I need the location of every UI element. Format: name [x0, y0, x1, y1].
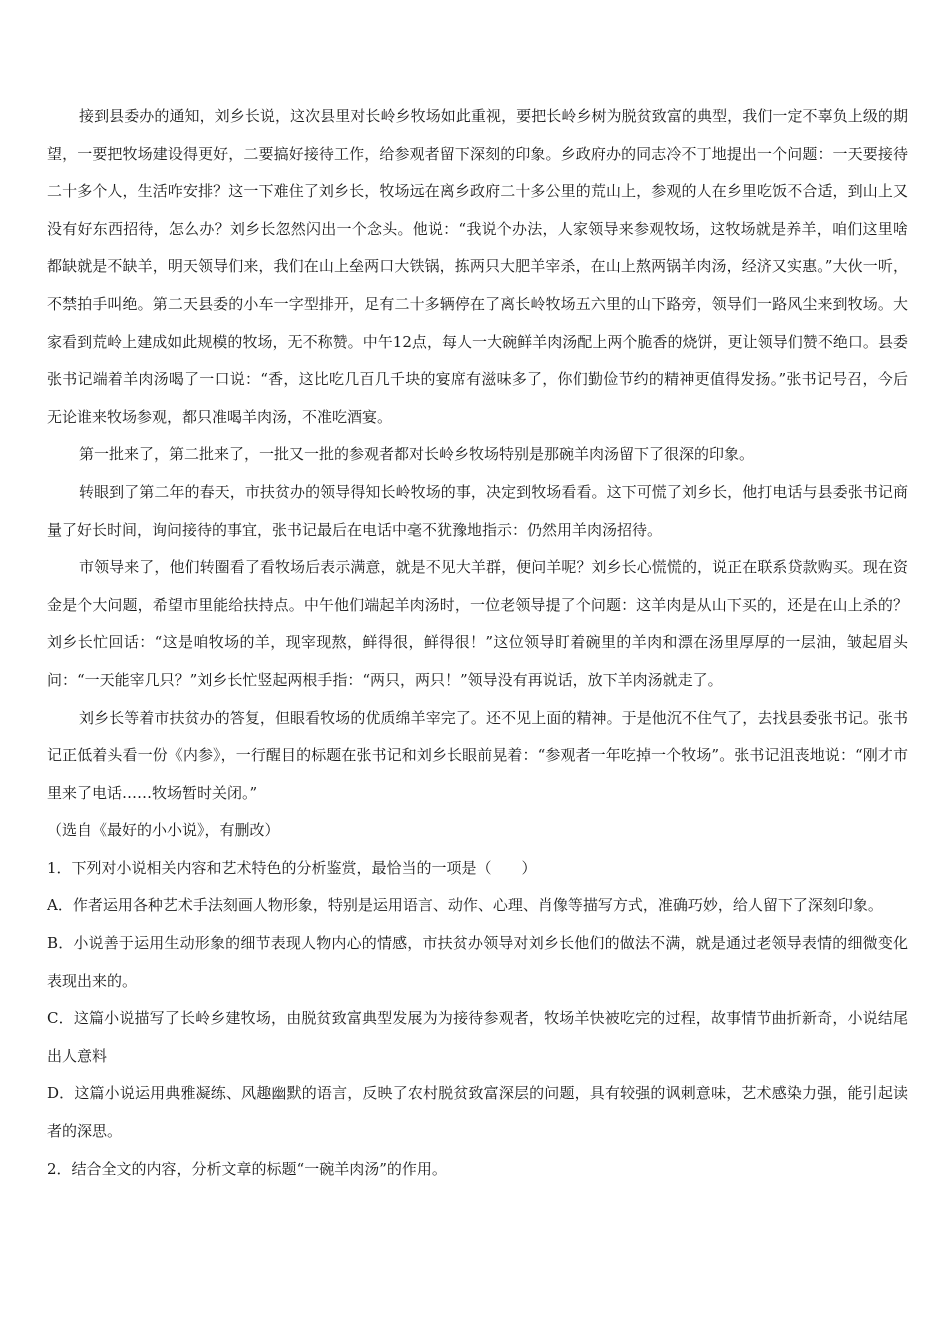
- passage-paragraph-3: 转眼到了第二年的春天，市扶贫办的领导得知长岭牧场的事，决定到牧场看看。这下可慌了刘乡长，他打电话与县委张书记商量了好长时间，询问接待的事宜，张书记最后在电话中毫不犹豫地指示：仍然用羊肉汤招待。: [47, 482, 908, 539]
- passage-paragraph-5: 刘乡长等着市扶贫办的答复，但眼看牧场的优质绵羊宰完了。还不见上面的精神。于是他沉不住气了，去找县委张书记。张书记正低着头看一份《内参》，一行醒目的标题在张书记和刘乡长眼前晃着：“参观者一年吃掉一个牧场”。张书记沮丧地说：“刚才市里来了电话……牧场暂时关闭。”: [47, 708, 908, 802]
- document-page: [47, 98, 908, 1188]
- question-1-option-b: B．小说善于运用生动形象的细节表现人物内心的情感，市扶贫办领导对刘乡长他们的做法不满，就是通过老领导表情的细微变化表现出来的。: [47, 934, 908, 990]
- passage-paragraph-2: 第一批来了，第二批来了，一批又一批的参观者都对长岭乡牧场特别是那碗羊肉汤留下了很深的印象。: [79, 445, 755, 464]
- question-1-option-d: D．这篇小说运用典雅凝练、风趣幽默的语言，反映了农村脱贫致富深层的问题，具有较强的讽刺意味，艺术感染力强，能引起读者的深思。: [47, 1084, 908, 1141]
- passage-paragraph-4: 市领导来了，他们转圈看了看牧场后表示满意，就是不见大羊群，便问羊呢？刘乡长心慌慌的，说正在联系贷款购买。现在资金是个大问题，希望市里能给扶持点。中午他们端起羊肉汤时，一位老领导提了个问题：这羊肉是从山下买的，还是在山上杀的？刘乡长忙回话：“这是咱牧场的羊，现宰现熬，鲜得很，鲜得很！”这位领导盯着碗里的羊肉和漂在汤里厚厚的一层油，皱起眉头问：“一天能宰几只？”刘乡长忙竖起两根手指：“两只，两只！”领导没有再说话，放下羊肉汤就走了。: [47, 558, 908, 689]
- question-1-stem: 1．下列对小说相关内容和艺术特色的分析鉴赏，最恰当的一项是（ ）: [47, 858, 537, 877]
- question-1-option-c: C．这篇小说描写了长岭乡建牧场，由脱贫致富典型发展为为接待参观者，牧场羊快被吃完的过程，故事情节曲折新奇，小说结尾出人意料: [47, 1009, 908, 1065]
- passage-paragraph-1: 接到县委办的通知，刘乡长说，这次县里对长岭乡牧场如此重视，要把长岭乡树为脱贫致富的典型，我们一定不辜负上级的期望，一要把牧场建设得更好，二要搞好接待工作，给参观者留下深刻的印象。乡政府办的同志冷不丁地提出一个问题：一天要接待二十多个人，生活咋安排？这一下难住了刘乡长，牧场远在离乡政府二十多公里的荒山上，参观的人在乡里吃饭不合适，到山上又没有好东西招待，怎么办？刘乡长忽然闪出一个念头。他说：“我说个办法，人家领导来参观牧场，这牧场就是养羊，咱们这里啥都缺就是不缺羊，明天领导们来，我们在山上垒两口大铁锅，拣两只大肥羊宰杀，在山上熬两锅羊肉汤，经济又实惠。”大伙一听，不禁拍手叫绝。第二天县委的小车一字型排开，足有二十多辆停在了离长岭牧场五六里的山下路旁，领导们一路风尘来到牧场。大家看到荒岭上建成如此规模的牧场，无不称赞。中午12点，每人一大碗鲜羊肉汤配上两个脆香的烧饼，更让领导们赞不绝口。县委张书记端着羊肉汤喝了一口说：“香，这比吃几百几千块的宴席有滋味多了，你们勤俭节约的精神更值得发扬。”张书记号召，今后无论谁来牧场参观，都只准喝羊肉汤，不准吃酒宴。: [47, 107, 908, 426]
- question-2-stem: 2．结合全文的内容，分析文章的标题“一碗羊肉汤”的作用。: [47, 1159, 447, 1178]
- passage-source: （选自《最好的小小说》，有删改）: [47, 821, 280, 840]
- question-1-option-a: A．作者运用各种艺术手法刻画人物形象，特别是运用语言、动作、心理、肖像等描写方式，准确巧妙，给人留下了深刻印象。: [47, 896, 883, 915]
